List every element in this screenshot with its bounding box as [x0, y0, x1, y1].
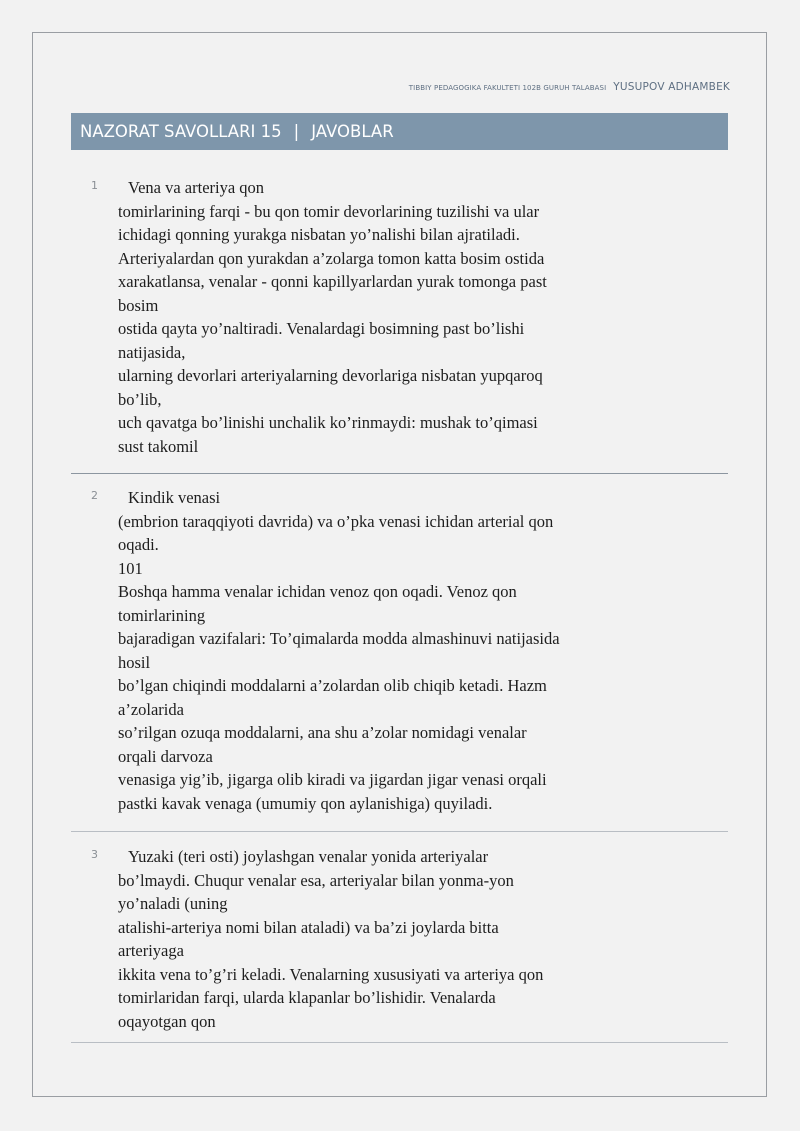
- answer-line: hosil: [118, 652, 151, 672]
- answer-line: 101: [118, 558, 143, 578]
- answer-line: oqadi.: [118, 535, 159, 554]
- answer-line: uch qavatga bo’linishi unchalik ko’rinmaydi: mushak to’qimasi: [118, 413, 538, 432]
- header-subtitle: TIBBIY PEDAGOGIKA FAKULTETI 102B GURUH TALABASI: [408, 84, 607, 92]
- answer-item: [71, 486, 728, 822]
- answer-line: atalishi-arteriya nomi bilan ataladi) va ba’zi joylarda bitta: [118, 917, 499, 937]
- answer-line: venasiga yig’ib, jigarga olib kiradi va jigardan jigar venasi orqali: [118, 770, 547, 789]
- answer-line: Arteriyalardan qon yurakdan a’zolarga tomon katta bosim ostida: [118, 248, 545, 268]
- answer-line: bajaradigan vazifalari: To’qimalarda modda almashinuvi natijasida: [118, 629, 560, 648]
- answer-line: Yuzaki (teri osti) joylashgan venalar yonida arteriyalar: [128, 847, 489, 866]
- answer-line: natijasida,: [118, 342, 186, 362]
- answer-text: [118, 845, 648, 1033]
- answer-line: yo’naladi (uning: [118, 894, 228, 913]
- answer-line: bosim: [118, 295, 159, 315]
- answer-divider: [71, 1042, 728, 1043]
- answer-divider: [71, 473, 728, 474]
- answer-line: sust takomil: [118, 436, 199, 456]
- answer-line: orqali darvoza: [118, 746, 213, 766]
- answer-line: bo’lib,: [118, 389, 162, 409]
- answer-line: so’rilgan ozuqa moddalarni, ana shu a’zolar nomidagi venalar: [118, 723, 527, 742]
- answer-line: oqayotgan qon: [118, 1011, 216, 1031]
- answer-text: [118, 486, 648, 815]
- answer-line: bo’lgan chiqindi moddalarni a’zolardan olib chiqib ketadi. Hazm: [118, 676, 547, 695]
- answer-line: ichidagi qonning yurakga nisbatan yo’nalishi bilan ajratiladi.: [118, 225, 520, 244]
- answer-text: [118, 176, 648, 458]
- answer-number: 2: [91, 489, 98, 502]
- answer-line: (embrion taraqqiyoti davrida) va o’pka venasi ichidan arterial qon: [118, 511, 554, 531]
- answer-line: arteriyaga: [118, 941, 184, 960]
- answer-line: a’zolarida: [118, 699, 184, 719]
- answer-number: 1: [91, 179, 98, 192]
- answer-line: ostida qayta yo’naltiradi. Venalardagi bosimning past bo’lishi: [118, 319, 525, 338]
- section-subtitle: JAVOBLAR: [311, 122, 394, 141]
- answer-item: [71, 176, 728, 464]
- answer-line: tomirlarining farqi - bu qon tomir devorlarining tuzilishi va ular: [118, 201, 540, 221]
- answer-number: 3: [91, 848, 98, 861]
- answer-line: tomirlarining: [118, 605, 206, 625]
- answer-line: ularning devorlari arteriyalarning devorlariga nisbatan yupqaroq: [118, 366, 543, 385]
- answer-line: Kindik venasi: [128, 488, 221, 507]
- answer-line: pastki kavak venaga (umumiy qon aylanishiga) quyiladi.: [118, 793, 493, 813]
- answer-line: ikkita vena to’g’ri keladi. Venalarning xususiyati va arteriya qon: [118, 964, 544, 984]
- header-author: YUSUPOV ADHAMBEK: [613, 81, 730, 93]
- answer-line: tomirlaridan farqi, ularda klapanlar bo’lishidir. Venalarda: [118, 988, 496, 1007]
- section-title-bar: [71, 113, 728, 150]
- page-header: [409, 81, 730, 93]
- title-separator: |: [293, 122, 300, 141]
- answer-line: Boshqa hamma venalar ichidan venoz qon oqadi. Venoz qon: [118, 582, 517, 601]
- answer-divider: [71, 831, 728, 832]
- answer-item: [71, 845, 728, 1035]
- answer-line: Vena va arteriya qon: [128, 178, 265, 197]
- answer-line: bo’lmaydi. Chuqur venalar esa, arteriyalar bilan yonma-yon: [118, 870, 514, 890]
- answer-line: xarakatlansa, venalar - qonni kapillyarlardan yurak tomonga past: [118, 272, 547, 291]
- section-title: NAZORAT SAVOLLARI 15: [80, 122, 282, 141]
